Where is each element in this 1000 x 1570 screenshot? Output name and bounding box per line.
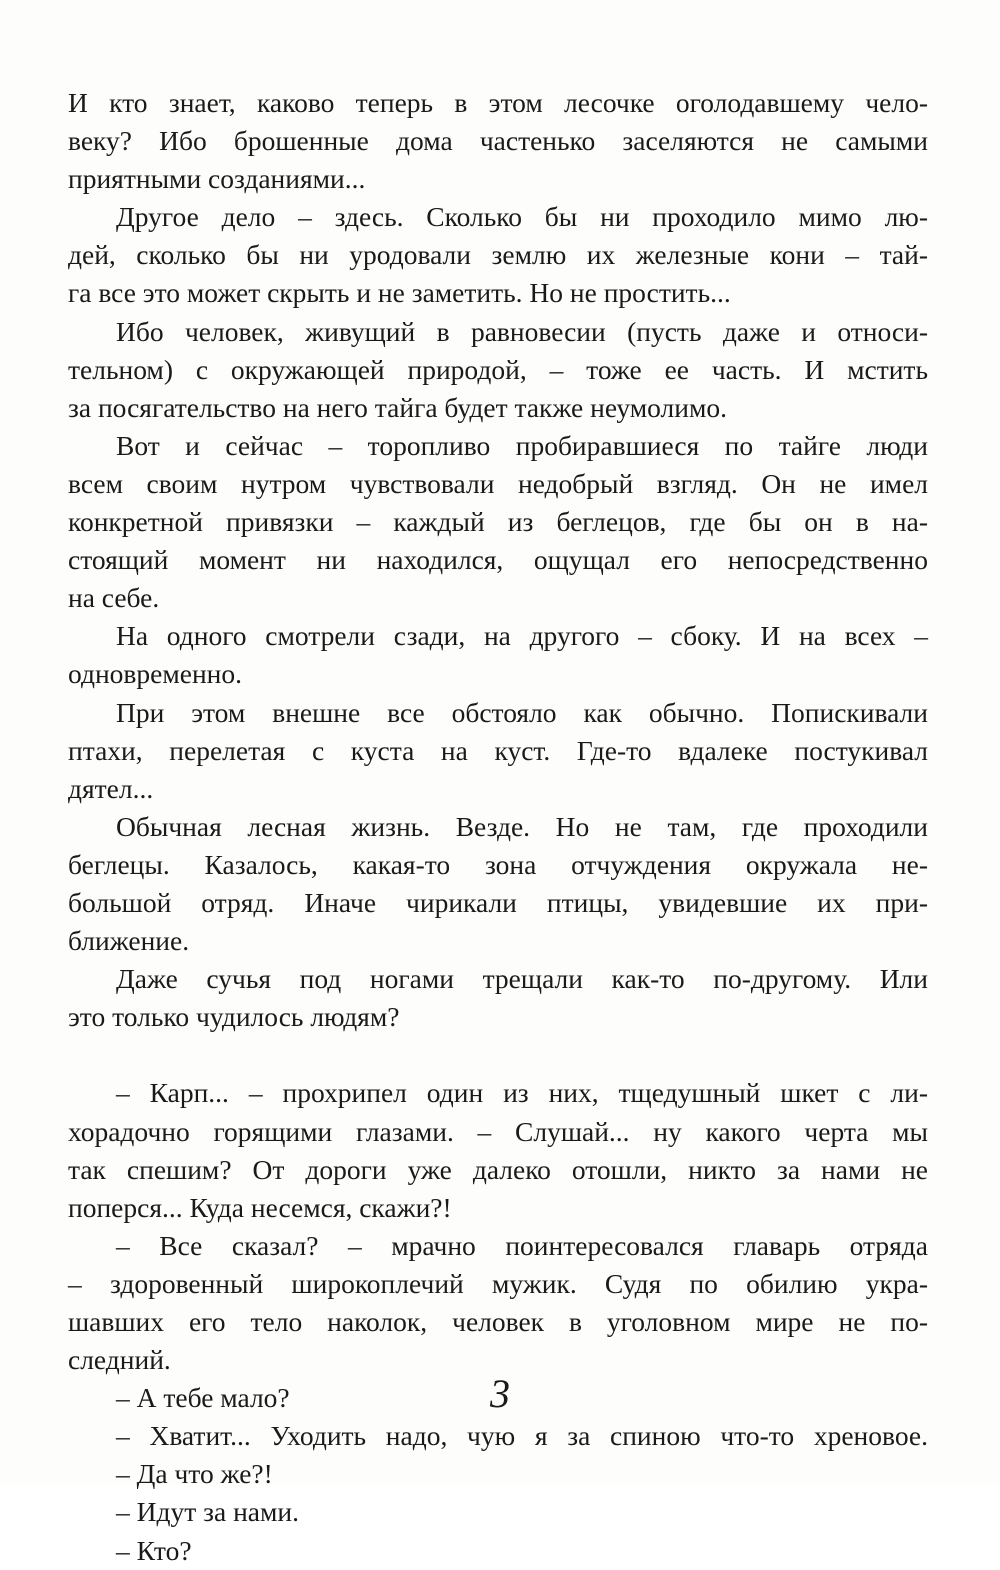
text-line: – Кто? xyxy=(116,1534,192,1566)
text-line: Другое дело – здесь. Сколько бы ни проходило мимо лю- xyxy=(116,201,928,233)
text-line: Даже сучья под ногами трещали как-то по-другому. Или xyxy=(116,963,928,995)
text-line: дятел... xyxy=(68,772,154,804)
text-line: га все это может скрыть и не заметить. Но не простить... xyxy=(68,277,731,309)
text-line: так спешим? От дороги уже далеко отошли, никто за нами не xyxy=(68,1153,928,1185)
text-line: – Карп... – прохрипел один из них, тщедушный шкет с ли- xyxy=(116,1077,928,1109)
text-line: При этом внешне все обстояло как обычно. Попискивали xyxy=(116,696,928,728)
text-line: за посягательство на него тайга будет также неумолимо. xyxy=(68,391,728,423)
text-line: шавших его тело наколок, человек в уголовном мире не по- xyxy=(68,1306,928,1337)
text-line: – Да что же?! xyxy=(116,1458,273,1490)
text-line: – А тебе мало? xyxy=(116,1382,290,1414)
text-line: стоящий момент ни находился, ощущал его непосредственно xyxy=(68,544,928,576)
text-line: дей, сколько бы ни уродовали землю их железные кони – тай- xyxy=(68,239,928,271)
text-line: – здоровенный широкоплечий мужик. Судя по обилию укра- xyxy=(68,1267,928,1299)
text-line: веку? Ибо брошенные дома частенько заселяются не самыми xyxy=(68,125,928,157)
text-line: Вот и сейчас – торопливо пробиравшиеся по тайге люди xyxy=(116,429,928,461)
text-line: поперся... Куда несемся, скажи?! xyxy=(68,1191,452,1223)
text-line: конкретной привязки – каждый из беглецов, где бы он в на- xyxy=(68,506,928,538)
text-line: следний. xyxy=(68,1344,171,1376)
body-text xyxy=(68,84,928,1570)
text-line: И кто знает, каково теперь в этом лесочке оголодавшему чело- xyxy=(68,87,928,118)
text-line: Обычная лесная жизнь. Везде. Но не там, где проходили xyxy=(116,810,928,842)
text-line: это только чудилось людям? xyxy=(68,1001,400,1033)
text-line: Ибо человек, живущий в равновесии (пусть даже и относи- xyxy=(116,315,928,347)
text-line: На одного смотрели сзади, на другого – сбоку. И на всех – xyxy=(116,620,928,652)
text-line: беглецы. Казалось, какая-то зона отчуждения окружала не- xyxy=(68,848,928,880)
text-line: всем своим нутром чувствовали недобрый взгляд. Он не имел xyxy=(68,467,928,499)
text-line: – Хватит... Уходить надо, чую я за спиною что-то хреновое. xyxy=(116,1420,928,1452)
text-line: приятными созданиями... xyxy=(68,163,366,195)
page-number: 3 xyxy=(490,1371,510,1416)
text-line: ближение. xyxy=(68,925,190,957)
text-line: хорадочно горящими глазами. – Слушай... ну какого черта мы xyxy=(68,1115,928,1147)
text-line: на себе. xyxy=(68,582,160,614)
text-line: большой отряд. Иначе чирикали птицы, увидевшие их при- xyxy=(68,886,928,918)
text-line: тельном) с окружающей природой, – тоже ее часть. И мстить xyxy=(68,353,928,385)
text-line: птахи, перелетая с куста на куст. Где-то вдалеке постукивал xyxy=(68,734,928,766)
text-line xyxy=(68,1036,928,1074)
text-line: одновременно. xyxy=(68,658,243,690)
text-line: – Идут за нами. xyxy=(116,1496,299,1528)
text-line: – Все сказал? – мрачно поинтересовался главарь отряда xyxy=(116,1229,928,1261)
